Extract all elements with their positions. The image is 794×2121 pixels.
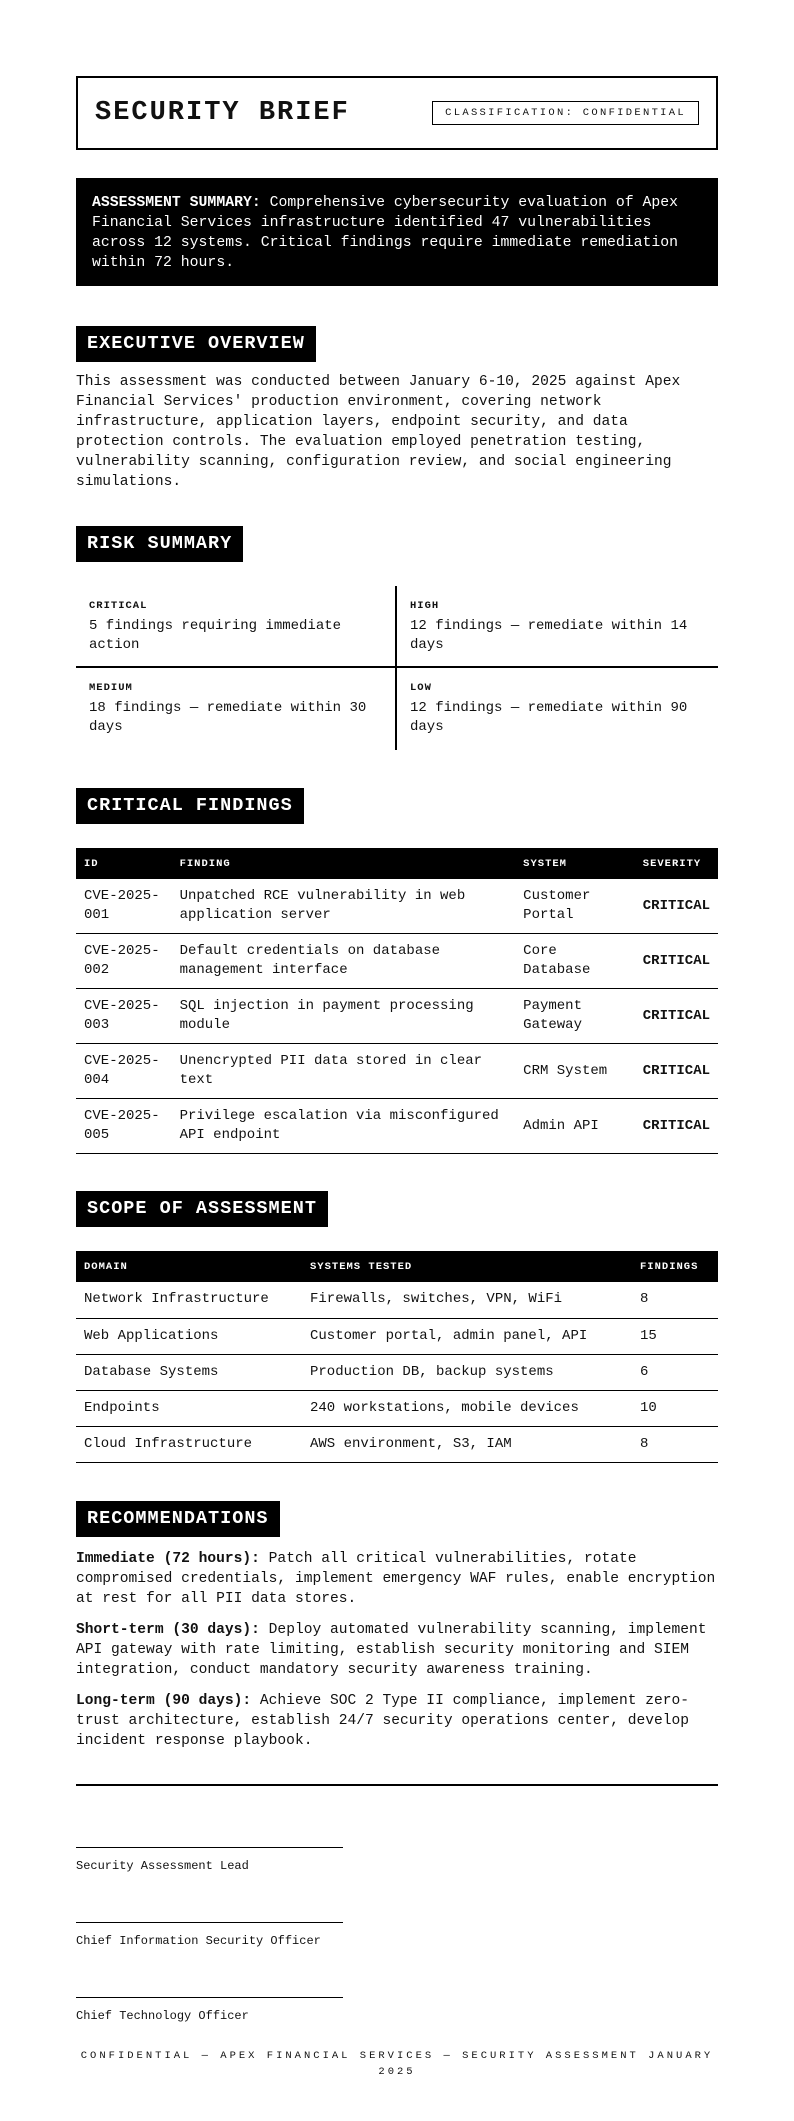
finding-id: CVE-2025-004 xyxy=(76,1044,172,1099)
risk-cell-high xyxy=(397,586,718,668)
scope-findings: 8 xyxy=(632,1282,718,1318)
finding-id: CVE-2025-002 xyxy=(76,934,172,989)
section-divider xyxy=(76,1784,718,1786)
signature-title: Chief Information Security Officer xyxy=(76,1933,321,1948)
column-header: DOMAIN xyxy=(76,1251,302,1282)
finding-description: Privilege escalation via misconfigured API endpoint xyxy=(172,1099,516,1154)
column-header: FINDING xyxy=(172,848,516,879)
risk-cell-medium xyxy=(76,668,397,750)
signature-title: Chief Technology Officer xyxy=(76,2008,249,2023)
critical-findings-table xyxy=(76,848,718,1154)
finding-system: Core Database xyxy=(515,934,635,989)
finding-system: CRM System xyxy=(515,1044,635,1099)
table-row xyxy=(76,1390,718,1426)
finding-description: Unencrypted PII data stored in clear text xyxy=(172,1044,516,1099)
recommendation-immediate xyxy=(76,1549,718,1609)
recommendation-long-term xyxy=(76,1691,718,1751)
table-row xyxy=(76,934,718,989)
scope-systems: 240 workstations, mobile devices xyxy=(302,1390,632,1426)
recommendation-label: Short-term (30 days): xyxy=(76,1621,260,1638)
finding-id: CVE-2025-001 xyxy=(76,879,172,934)
finding-severity: CRITICAL xyxy=(635,1099,718,1154)
classification-badge: CLASSIFICATION: CONFIDENTIAL xyxy=(432,101,699,125)
table-row xyxy=(76,1354,718,1390)
table-row xyxy=(76,1426,718,1462)
recommendation-short-term xyxy=(76,1620,718,1680)
scope-findings: 6 xyxy=(632,1354,718,1390)
finding-severity: CRITICAL xyxy=(635,934,718,989)
signature-line xyxy=(76,1922,343,1923)
table-row xyxy=(76,1318,718,1354)
signature-block xyxy=(76,1997,343,2024)
section-executive-overview xyxy=(76,326,718,492)
summary-text: Comprehensive cybersecurity evaluation of Apex Financial Services infrastructure identified 47 vulnerabilities across 12 systems. Critical findings require immediate remediation within 72 hours. xyxy=(92,195,679,271)
finding-severity: CRITICAL xyxy=(635,1044,718,1099)
scope-findings: 15 xyxy=(632,1318,718,1354)
signature-block xyxy=(76,1922,343,1949)
column-header: ID xyxy=(76,848,172,879)
document-header xyxy=(76,76,718,150)
scope-systems: Production DB, backup systems xyxy=(302,1354,632,1390)
finding-system: Payment Gateway xyxy=(515,989,635,1044)
risk-label: HIGH xyxy=(410,600,440,612)
scope-findings: 10 xyxy=(632,1390,718,1426)
recommendation-label: Long-term (90 days): xyxy=(76,1692,252,1709)
section-critical-findings xyxy=(76,788,718,1154)
table-row xyxy=(76,989,718,1044)
column-header: SEVERITY xyxy=(635,848,718,879)
signature-line xyxy=(76,1847,343,1848)
finding-description: SQL injection in payment processing module xyxy=(172,989,516,1044)
section-heading: SCOPE OF ASSESSMENT xyxy=(76,1191,328,1227)
table-row xyxy=(76,879,718,934)
column-header: FINDINGS xyxy=(632,1251,718,1282)
section-scope-of-assessment xyxy=(76,1191,718,1463)
finding-id: CVE-2025-003 xyxy=(76,989,172,1044)
table-header-row xyxy=(76,848,718,879)
finding-system: Admin API xyxy=(515,1099,635,1154)
risk-label: CRITICAL xyxy=(89,600,148,612)
risk-text: 12 findings — remediate within 90 days xyxy=(410,700,688,735)
scope-domain: Web Applications xyxy=(76,1318,302,1354)
executive-overview-text: This assessment was conducted between January 6-10, 2025 against Apex Financial Services' production environment, covering network infrastructure, application layers, endpoint security, and data protection controls. The evaluation employed penetration testing, vulnerability scanning, configuration review, and social engineering simulations. xyxy=(76,374,681,490)
recommendation-label: Immediate (72 hours): xyxy=(76,1550,260,1567)
column-header: SYSTEM xyxy=(515,848,635,879)
risk-text: 12 findings — remediate within 14 days xyxy=(410,618,688,653)
scope-systems: Customer portal, admin panel, API xyxy=(302,1318,632,1354)
signature-title: Security Assessment Lead xyxy=(76,1858,249,1873)
table-row xyxy=(76,1044,718,1099)
scope-findings: 8 xyxy=(632,1426,718,1462)
section-heading: RISK SUMMARY xyxy=(76,526,243,562)
scope-table xyxy=(76,1251,718,1463)
scope-domain: Database Systems xyxy=(76,1354,302,1390)
table-header-row xyxy=(76,1251,718,1282)
finding-id: CVE-2025-005 xyxy=(76,1099,172,1154)
risk-cell-critical xyxy=(76,586,397,668)
signature-block xyxy=(76,1847,343,1874)
section-heading: CRITICAL FINDINGS xyxy=(76,788,304,824)
column-header: SYSTEMS TESTED xyxy=(302,1251,632,1282)
scope-domain: Endpoints xyxy=(76,1390,302,1426)
risk-cell-low xyxy=(397,668,718,750)
document-footer: CONFIDENTIAL — APEX FINANCIAL SERVICES — SECURITY ASSESSMENT JANUARY 2025 xyxy=(80,2049,714,2078)
section-heading: EXECUTIVE OVERVIEW xyxy=(76,326,316,362)
risk-text: 5 findings requiring immediate action xyxy=(89,618,342,653)
table-row xyxy=(76,1282,718,1318)
scope-domain: Network Infrastructure xyxy=(76,1282,302,1318)
section-recommendations xyxy=(76,1501,718,1751)
document-title: SECURITY BRIEF xyxy=(95,98,350,128)
risk-label: LOW xyxy=(410,682,432,694)
recommendation-text: Achieve SOC 2 Type II compliance, implement zero-trust architecture, establish 24/7 security operations center, develop incident response playbook. xyxy=(76,1692,690,1749)
assessment-summary-box xyxy=(76,178,718,286)
scope-systems: Firewalls, switches, VPN, WiFi xyxy=(302,1282,632,1318)
risk-text: 18 findings — remediate within 30 days xyxy=(89,700,367,735)
scope-systems: AWS environment, S3, IAM xyxy=(302,1426,632,1462)
finding-description: Unpatched RCE vulnerability in web application server xyxy=(172,879,516,934)
finding-system: Customer Portal xyxy=(515,879,635,934)
recommendation-text: Patch all critical vulnerabilities, rotate compromised credentials, implement emergency WAF rules, enable encryption at rest for all PII data stores. xyxy=(76,1550,716,1607)
finding-severity: CRITICAL xyxy=(635,989,718,1044)
recommendation-text: Deploy automated vulnerability scanning, implement API gateway with rate limiting, establish security monitoring and SIEM integration, conduct mandatory security awareness training. xyxy=(76,1621,707,1678)
risk-label: MEDIUM xyxy=(89,682,133,694)
summary-label: ASSESSMENT SUMMARY: xyxy=(92,195,261,211)
scope-domain: Cloud Infrastructure xyxy=(76,1426,302,1462)
section-heading: RECOMMENDATIONS xyxy=(76,1501,280,1537)
risk-grid xyxy=(76,586,718,750)
finding-description: Default credentials on database management interface xyxy=(172,934,516,989)
table-row xyxy=(76,1099,718,1154)
finding-severity: CRITICAL xyxy=(635,879,718,934)
section-risk-summary xyxy=(76,526,718,750)
signature-line xyxy=(76,1997,343,1998)
